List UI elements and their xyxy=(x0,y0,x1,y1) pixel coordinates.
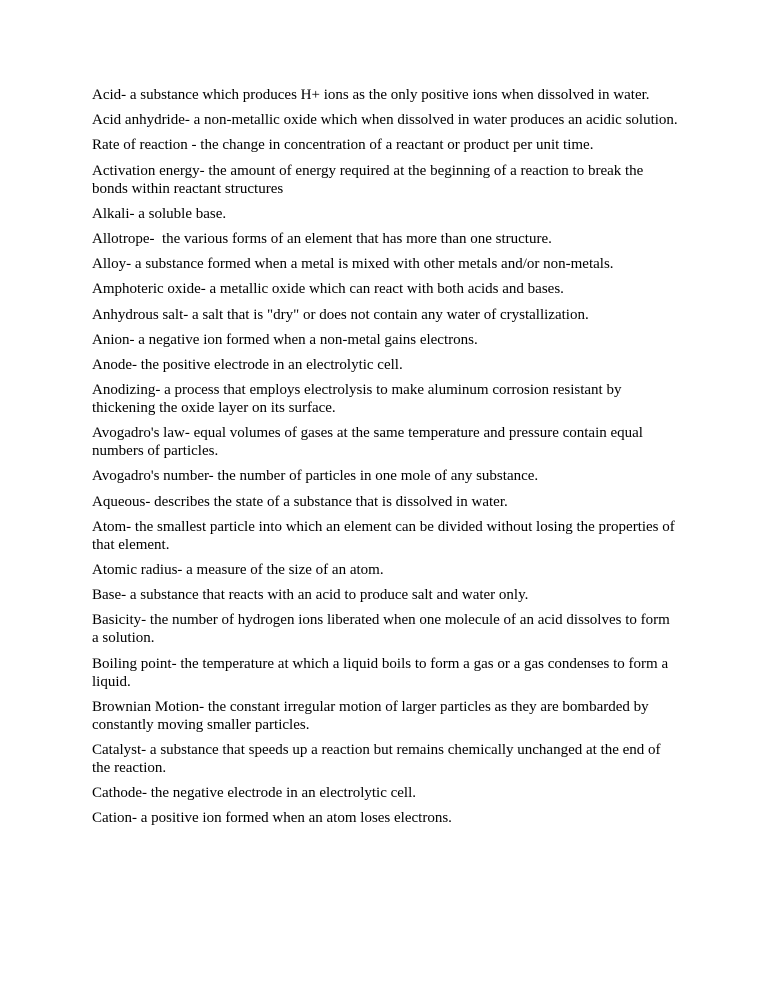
glossary-entry: Catalyst- a substance that speeds up a reaction but remains chemically unchanged at the end of the reaction. xyxy=(92,741,665,776)
glossary-entry: Aqueous- describes the state of a substance that is dissolved in water. xyxy=(92,493,508,510)
glossary-entry: Cathode- the negative electrode in an electrolytic cell. xyxy=(92,785,417,802)
glossary-entry: Basicity- the number of hydrogen ions liberated when one molecule of an acid dissolves to form a solution. xyxy=(92,612,674,647)
glossary-entry: Anion- a negative ion formed when a non-metal gains electrons. xyxy=(92,331,478,348)
glossary-entry: Atomic radius- a measure of the size of an atom. xyxy=(92,562,384,578)
glossary-entry: Avogadro's number- the number of particles in one mole of any substance. xyxy=(92,468,539,485)
glossary-entry: Anode- the positive electrode in an electrolytic cell. xyxy=(92,356,403,373)
glossary-entry: Cation- a positive ion formed when an atom loses electrons. xyxy=(92,810,452,827)
glossary-entry: Anhydrous salt- a salt that is "dry" or does not contain any water of crystallization. xyxy=(92,306,589,323)
glossary-entry: Alkali- a soluble base. xyxy=(92,205,227,222)
glossary-entry: Base- a substance that reacts with an acid to produce salt and water only. xyxy=(92,587,529,604)
glossary-entry: Atom- the smallest particle into which an element can be divided without losing the properties of that element. xyxy=(92,518,679,553)
glossary-list xyxy=(92,86,678,835)
glossary-entry: Anodizing- a process that employs electrolysis to make aluminum corrosion resistant by thickening the oxide layer on its surface. xyxy=(92,382,626,417)
glossary-entry: Brownian Motion- the constant irregular motion of larger particles as they are bombarded by constantly moving smaller particles. xyxy=(92,698,653,733)
glossary-entry: Avogadro's law- equal volumes of gases at the same temperature and pressure contain equal numbers of particles. xyxy=(92,425,647,460)
glossary-entry: Allotrope- the various forms of an element that has more than one structure. xyxy=(92,230,552,247)
glossary-entry: Activation energy- the amount of energy required at the beginning of a reaction to break the bonds within reactant structures xyxy=(92,162,648,197)
glossary-entry: Acid- a substance which produces H+ ions as the only positive ions when dissolved in water. xyxy=(92,87,650,103)
glossary-entry: Amphoteric oxide- a metallic oxide which can react with both acids and bases. xyxy=(92,281,564,298)
glossary-entry: Rate of reaction - the change in concentration of a reactant or product per unit time. xyxy=(92,137,594,154)
glossary-entry: Alloy- a substance formed when a metal is mixed with other metals and/or non-metals. xyxy=(92,256,614,273)
glossary-entry: Acid anhydride- a non-metallic oxide which when dissolved in water produces an acidic solution. xyxy=(92,112,678,129)
glossary-entry: Boiling point- the temperature at which a liquid boils to form a gas or a gas condenses to form a liquid. xyxy=(92,655,672,690)
